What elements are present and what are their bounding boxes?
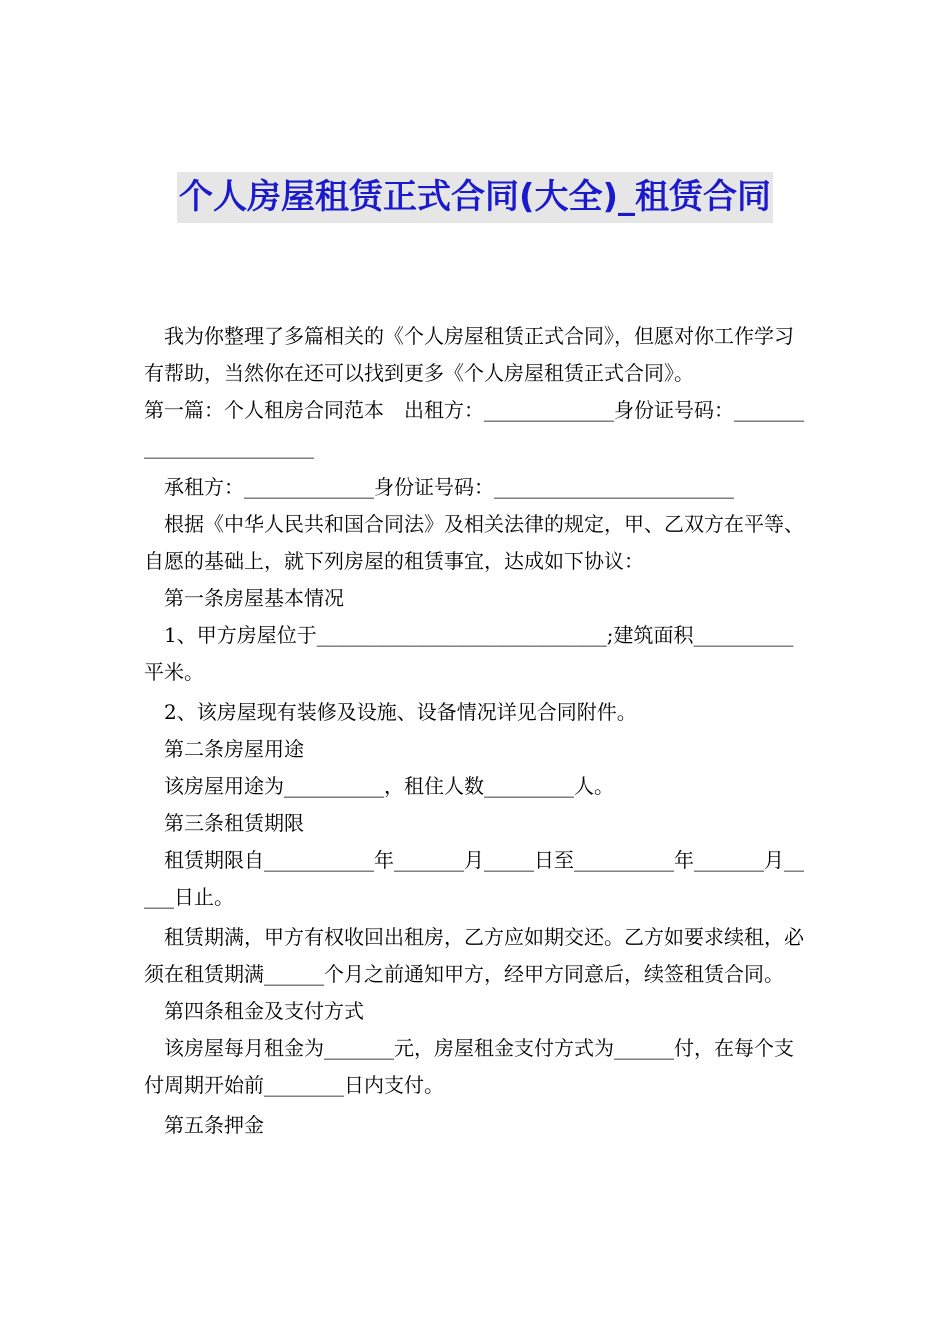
tenant-line: 承租方：_____________身份证号码：________________________ (164, 475, 734, 499)
agreement-paragraph: 根据《中华人民共和国合同法》及相关法律的规定，甲、乙双方在平等、自愿的基础上，就下列房屋的租赁事宜，达成如下协议： (144, 512, 804, 573)
clause-paragraph: 该房屋用途为__________，租住人数_________人。 (164, 774, 614, 798)
section-heading: 第一条房屋基本情况 (164, 586, 344, 610)
clause-paragraph: 2、该房屋现有装修及设施、设备情况详见合同附件。 (164, 700, 637, 724)
section-heading: 第五条押金 (164, 1113, 264, 1137)
clause-paragraph: 该房屋每月租金为_______元，房屋租金支付方式为______付，在每个支付周期开始前________日内支付。 (144, 1036, 794, 1097)
first-article-heading: 第一篇：个人租房合同范本 出租方：_____________身份证号码：________________________ (144, 398, 804, 459)
title-container (0, 172, 950, 223)
section-heading: 第二条房屋用途 (164, 737, 304, 761)
document-title: 个人房屋租赁正式合同(大全)_租赁合同 (177, 172, 773, 223)
intro-paragraph: 我为你整理了多篇相关的《个人房屋租赁正式合同》，但愿对你工作学习有帮助，当然你在还可以找到更多《个人房屋租赁正式合同》。 (144, 324, 794, 385)
document-body (144, 318, 808, 1144)
section-heading: 第四条租金及支付方式 (164, 999, 364, 1023)
section-heading: 第三条租赁期限 (164, 811, 304, 835)
clause-paragraph: 1、甲方房屋位于_____________________________;建筑面积__________平米。 (144, 623, 794, 684)
clause-paragraph: 租赁期限自___________年_______月_____日至__________年_______月_____日止。 (144, 848, 804, 909)
clause-paragraph: 租赁期满，甲方有权收回出租房，乙方应如期交还。乙方如要求续租，必须在租赁期满______个月之前通知甲方，经甲方同意后，续签租赁合同。 (144, 925, 804, 986)
